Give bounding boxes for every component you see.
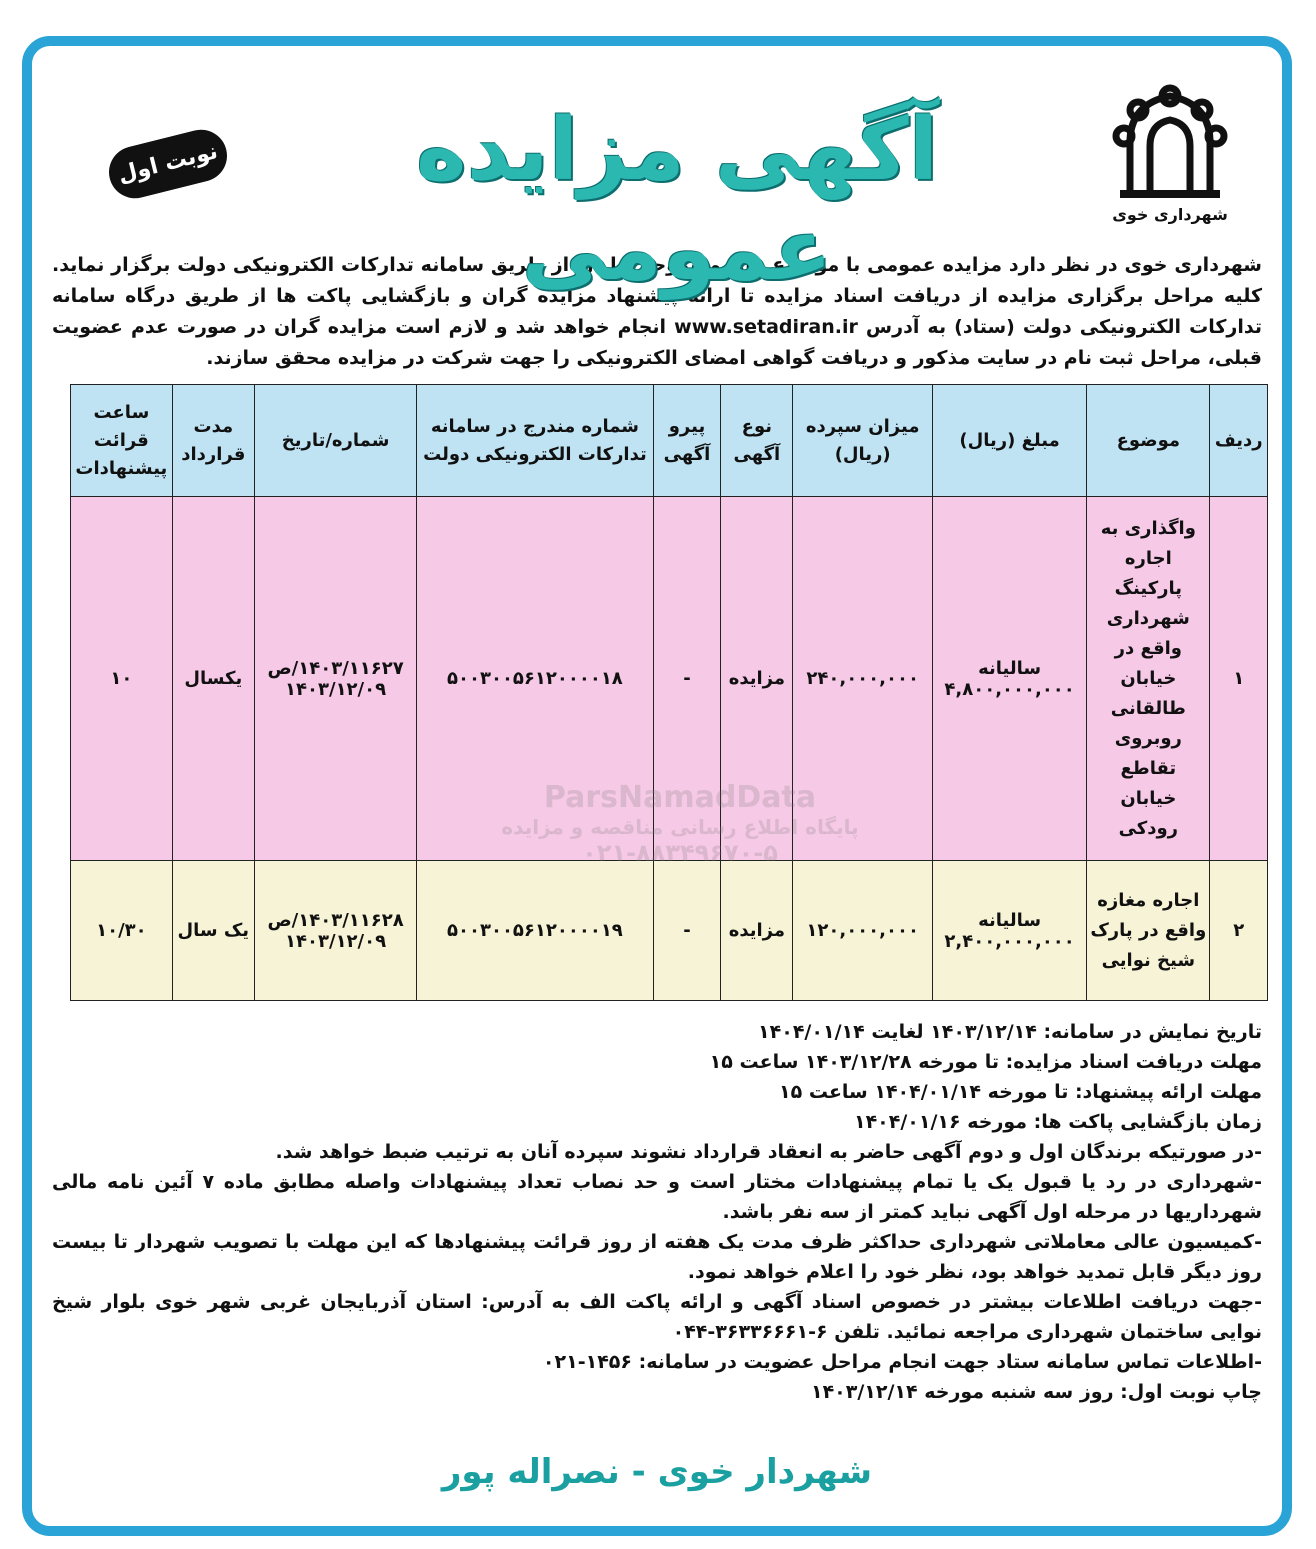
- header-subject: موضوع: [1087, 385, 1210, 497]
- intro-text-2: انجام خواهد شد و لازم است مزایده گران در صورت عدم عضویت قبلی، مراحل ثبت نام در سایت مذکور و دریافت گواهی امضای الکترونیکی را جهت شرکت در مزایده محقق سازند.: [52, 316, 1262, 369]
- table-row: [71, 497, 1268, 861]
- first-round-badge: نوبت اول: [103, 124, 232, 203]
- cell-amount: [933, 861, 1087, 1001]
- mayor-signature: شهردار خوی - نصراله پور: [441, 1452, 873, 1492]
- header-system-number: شماره مندرج در سامانه تدارکات الکترونیکی دولت: [417, 385, 653, 497]
- intro-text-1: شهرداری خوی در نظر دارد مزایده عمومی با موضوع های مشروحه ذیل را از طریق سامانه تدارکات الکترونیکی دولت برگزار نماید. کلیه مراحل برگزاری مزایده از دریافت اسناد مزایده تا ارائه پیشنهاد مزایده گران و بازگشایی پاکت ها از طریق درگاه سامانه تدارکات الکترونیکی دولت (ستاد) به آدرس: [52, 254, 1262, 338]
- note-deposit-forfeit: -در صورتیکه برندگان اول و دوم آگهی حاضر به انعقاد قرارداد نشوند سپرده آنان به ترتیب ضبط خواهد شد.: [275, 1141, 1262, 1163]
- amount-value: ۴,۸۰۰,۰۰۰,۰۰۰: [944, 678, 1075, 700]
- logo-caption: شهرداری خوی: [1112, 205, 1228, 224]
- setadiran-link[interactable]: www.setadiran.ir: [674, 316, 858, 338]
- watermark-phone: ۰۲۱-۸۸۳۴۹۶۷۰-۵: [582, 839, 778, 867]
- table-row: [71, 861, 1268, 1001]
- ad-content: [46, 56, 1268, 1516]
- note-print-date: چاپ نوبت اول: روز سه شنبه مورخه ۱۴۰۳/۱۲/۱۴: [810, 1381, 1262, 1403]
- ad-title: آگهی مزایده عمومی: [415, 100, 939, 300]
- municipality-arch-logo-icon: [1110, 84, 1230, 202]
- cell-system-number: ۵۰۰۳۰۰۵۶۱۲۰۰۰۰۱۸: [417, 497, 653, 861]
- letter-date: ۱۴۰۳/۱۲/۰۹: [285, 678, 387, 700]
- municipality-logo: [1110, 84, 1230, 224]
- cell-number-date: [254, 861, 416, 1001]
- cell-subject: واگذاری به اجاره پارکینگ شهرداری واقع در خیابان طالقانی روبروی تقاطع خیابان رودکی: [1087, 497, 1210, 861]
- letter-number: ۱۴۰۳/۱۱۶۲۷/ص: [267, 657, 404, 679]
- header-ad-type: نوع آگهی: [721, 385, 793, 497]
- cell-follow-up: -: [653, 861, 721, 1001]
- cell-ad-type: مزایده: [721, 861, 793, 1001]
- cell-deposit: ۱۲۰,۰۰۰,۰۰۰: [793, 861, 933, 1001]
- amount-value: ۲,۴۰۰,۰۰۰,۰۰۰: [944, 930, 1075, 952]
- note-setad-contact: -اطلاعات تماس سامانه ستاد جهت انجام مراحل عضویت در سامانه: ۱۴۵۶-۰۲۱: [542, 1351, 1262, 1373]
- header-row-number: ردیف: [1210, 385, 1268, 497]
- cell-row-number: ۲: [1210, 861, 1268, 1001]
- note-rejection-right: -شهرداری در رد یا قبول یک یا تمام پیشنهادات مختار است و حد نصاب تعداد پیشنهادات واصله مطابق ماده ۷ آئین نامه مالی شهرداریها در مرحله اول آگهی نباید کمتر از سه نفر باشد.: [52, 1171, 1263, 1223]
- auction-table: [70, 384, 1268, 1001]
- cell-ad-type: مزایده: [721, 497, 793, 861]
- watermark-brand: ParsNamadData: [543, 780, 817, 815]
- header-amount: مبلغ (ریال): [933, 385, 1087, 497]
- cell-contract-duration: یکسال: [172, 497, 254, 861]
- table-header-row: [71, 385, 1268, 497]
- cell-contract-duration: یک سال: [172, 861, 254, 1001]
- note-bid-deadline: مهلت ارائه پیشنهاد: تا مورخه ۱۴۰۴/۰۱/۱۴ ساعت ۱۵: [779, 1081, 1262, 1103]
- cell-opening-hour: ۱۰/۳۰: [71, 861, 173, 1001]
- cell-number-date: [254, 497, 416, 861]
- cell-opening-hour: ۱۰: [71, 497, 173, 861]
- header-contract-duration: مدت قرارداد: [172, 385, 254, 497]
- cell-subject: اجاره مغازه واقع در پارک شیخ نوایی: [1087, 861, 1210, 1001]
- cell-amount: [933, 497, 1087, 861]
- note-commission: -کمیسیون عالی معاملاتی شهرداری حداکثر ظرف مدت یک هفته از روز قرائت پیشنهادها که این مهلت با تصویب شهردار تا بیست روز دیگر قابل تمدید خواهد بود، نظر خود را اعلام خواهد نمود.: [52, 1231, 1262, 1283]
- cell-deposit: ۲۴۰,۰۰۰,۰۰۰: [793, 497, 933, 861]
- letter-number: ۱۴۰۳/۱۱۶۲۸/ص: [267, 909, 404, 931]
- header-number-date: شماره/تاریخ: [254, 385, 416, 497]
- cell-row-number: ۱: [1210, 497, 1268, 861]
- cell-follow-up: -: [653, 497, 721, 861]
- amount-label: سالیانه: [978, 909, 1042, 931]
- note-doc-deadline: مهلت دریافت اسناد مزایده: تا مورخه ۱۴۰۳/۱۲/۲۸ ساعت ۱۵: [709, 1051, 1262, 1073]
- note-address: -جهت دریافت اطلاعات بیشتر در خصوص اسناد آگهی و ارائه پاکت الف به آدرس: استان آذربایجان غربی شهر خوی بلوار شیخ نوایی ساختمان شهرداری مراجعه نمائید. تلفن ۶-۳۶۳۳۶۶۶۱-۰۴۴: [52, 1291, 1262, 1343]
- notes-section: [46, 1017, 1268, 1407]
- note-opening-date: زمان بازگشایی پاکت ها: مورخه ۱۴۰۴/۰۱/۱۶: [853, 1111, 1262, 1133]
- watermark-tagline: پایگاه اطلاع رسانی مناقصه و مزایده: [501, 815, 859, 839]
- header-deposit: میزان سپرده (ریال): [793, 385, 933, 497]
- cell-system-number: ۵۰۰۳۰۰۵۶۱۲۰۰۰۰۱۹: [417, 861, 653, 1001]
- letter-date: ۱۴۰۳/۱۲/۰۹: [285, 930, 387, 952]
- ad-frame: [22, 36, 1292, 1536]
- header-follow-up: پیرو آگهی: [653, 385, 721, 497]
- amount-label: سالیانه: [978, 657, 1042, 679]
- note-display-dates: تاریخ نمایش در سامانه: ۱۴۰۳/۱۲/۱۴ لغایت ۱۴۰۴/۰۱/۱۴: [758, 1021, 1262, 1043]
- header-opening-hour: ساعت قرائت پیشنهادات: [71, 385, 173, 497]
